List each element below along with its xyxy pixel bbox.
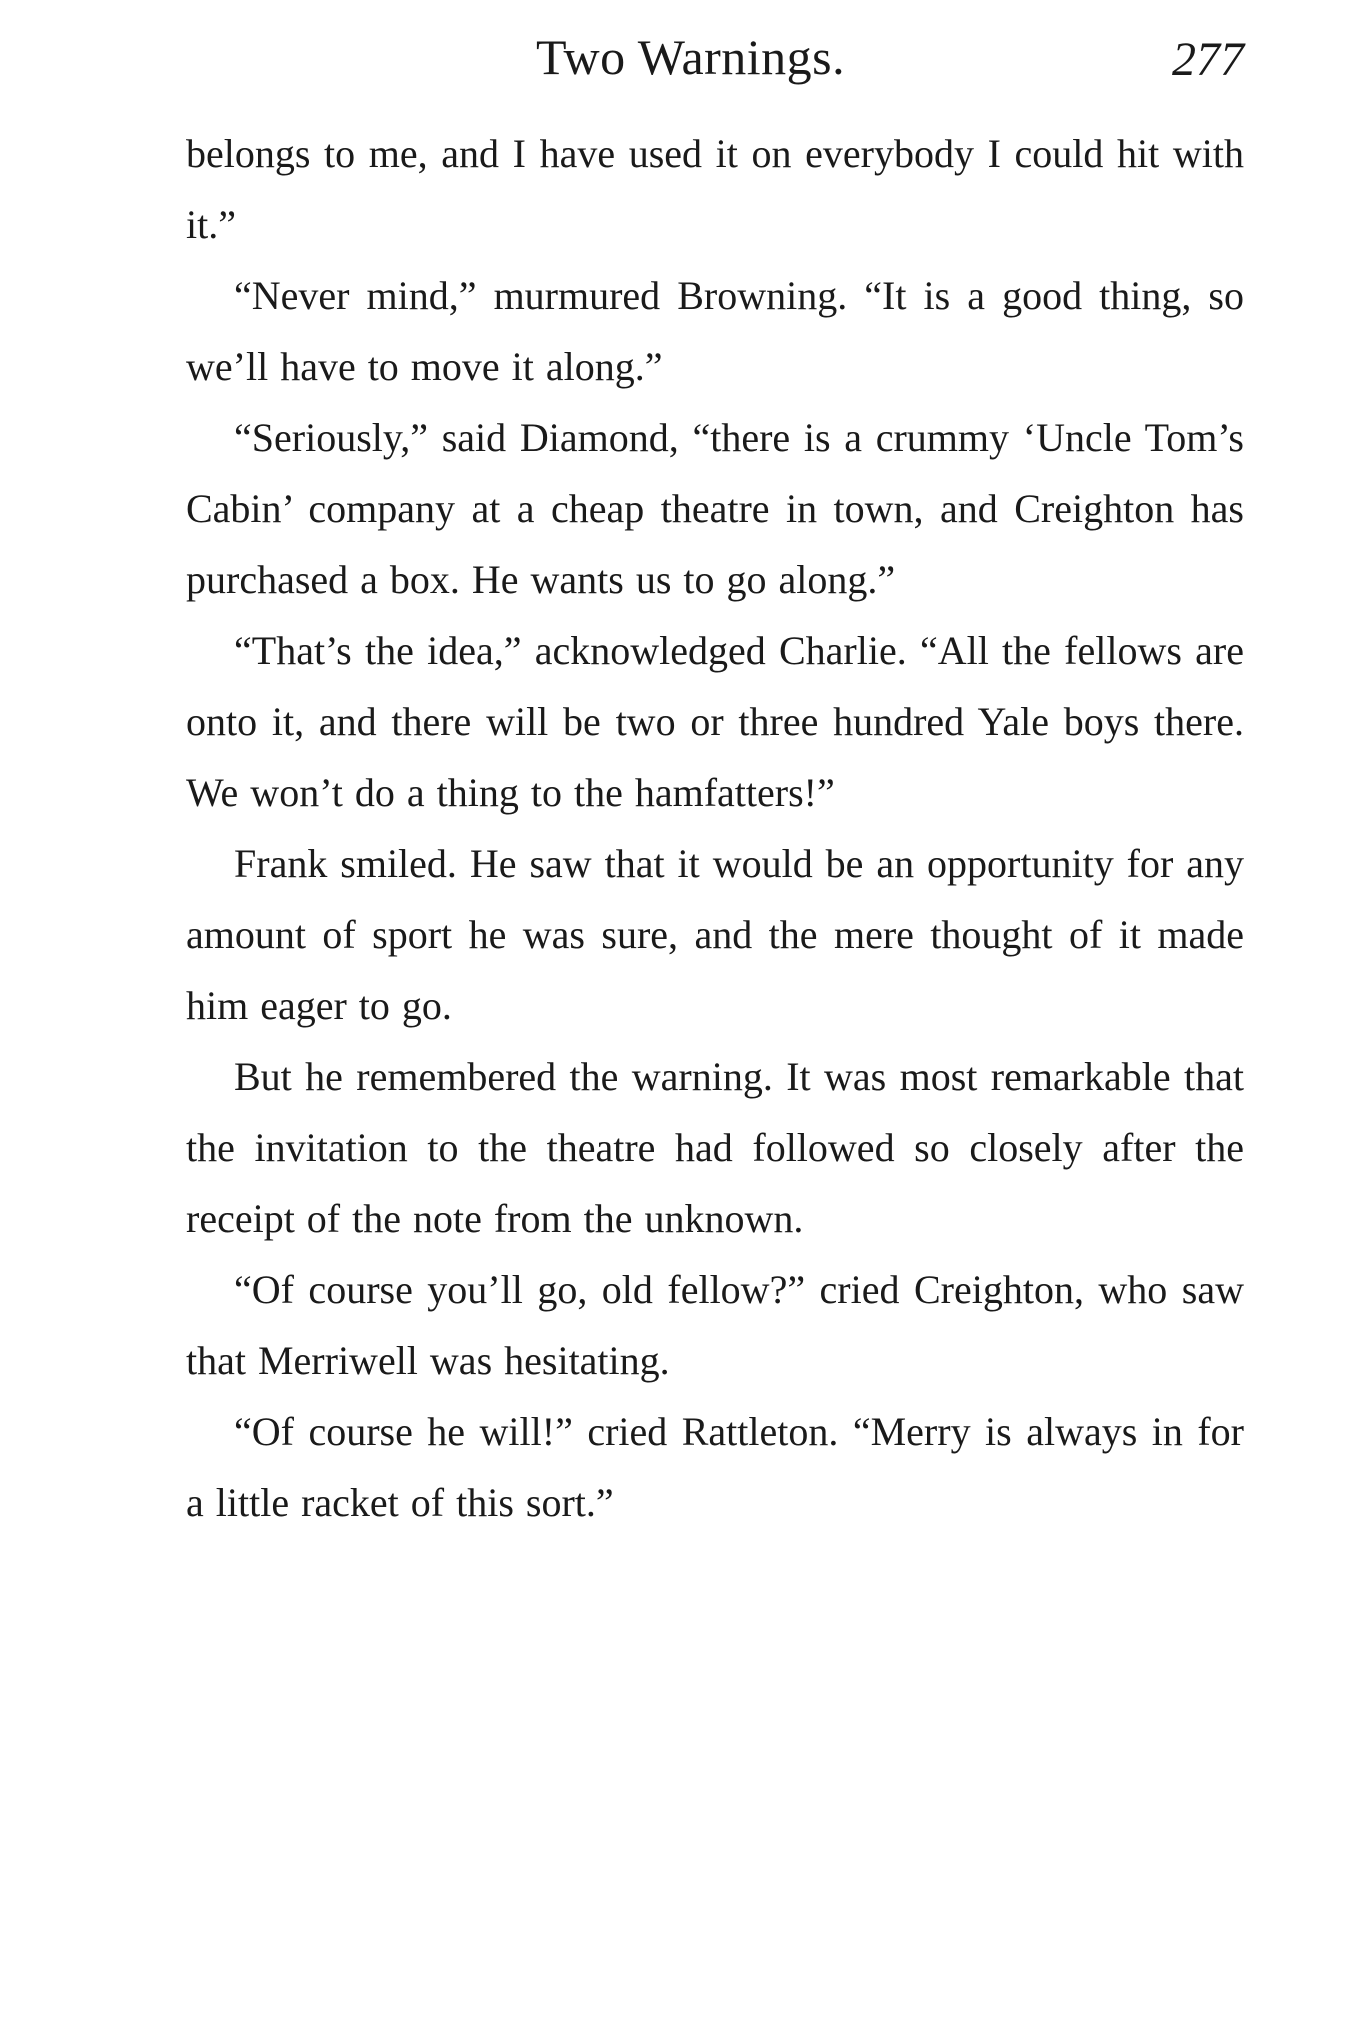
paragraph: “Seriously,” said Diamond, “there is a crummy ‘Uncle Tom’s Cabin’ company at a cheap theatre in town, and Creighton has purchased a box. He wants us to go along.” <box>186 415 1244 602</box>
paragraph: belongs to me, and I have used it on everybody I could hit with it.” <box>186 131 1244 247</box>
body-text <box>186 118 1244 1538</box>
page-number: 277 <box>1172 33 1244 86</box>
chapter-title: Two Warnings. <box>536 29 846 85</box>
paragraph: “That’s the idea,” acknowledged Charlie. “All the fellows are onto it, and there will be two or three hundred Yale boys there. We won’t do a thing to the hamfatters!” <box>186 628 1244 815</box>
paragraph: “Of course you’ll go, old fellow?” cried Creighton, who saw that Merriwell was hesitating. <box>186 1267 1244 1383</box>
paragraph: “Of course he will!” cried Rattleton. “Merry is always in for a little racket of this sort.” <box>186 1409 1244 1525</box>
paragraph: But he remembered the warning. It was most remarkable that the invitation to the theatre had followed so closely after the receipt of the note from the unknown. <box>186 1054 1244 1241</box>
paragraph: “Never mind,” murmured Browning. “It is a good thing, so we’ll have to move it along.” <box>186 273 1244 389</box>
paragraph: Frank smiled. He saw that it would be an opportunity for any amount of sport he was sure, and the mere thought of it made him eager to go. <box>186 841 1244 1028</box>
running-head <box>186 28 1244 98</box>
